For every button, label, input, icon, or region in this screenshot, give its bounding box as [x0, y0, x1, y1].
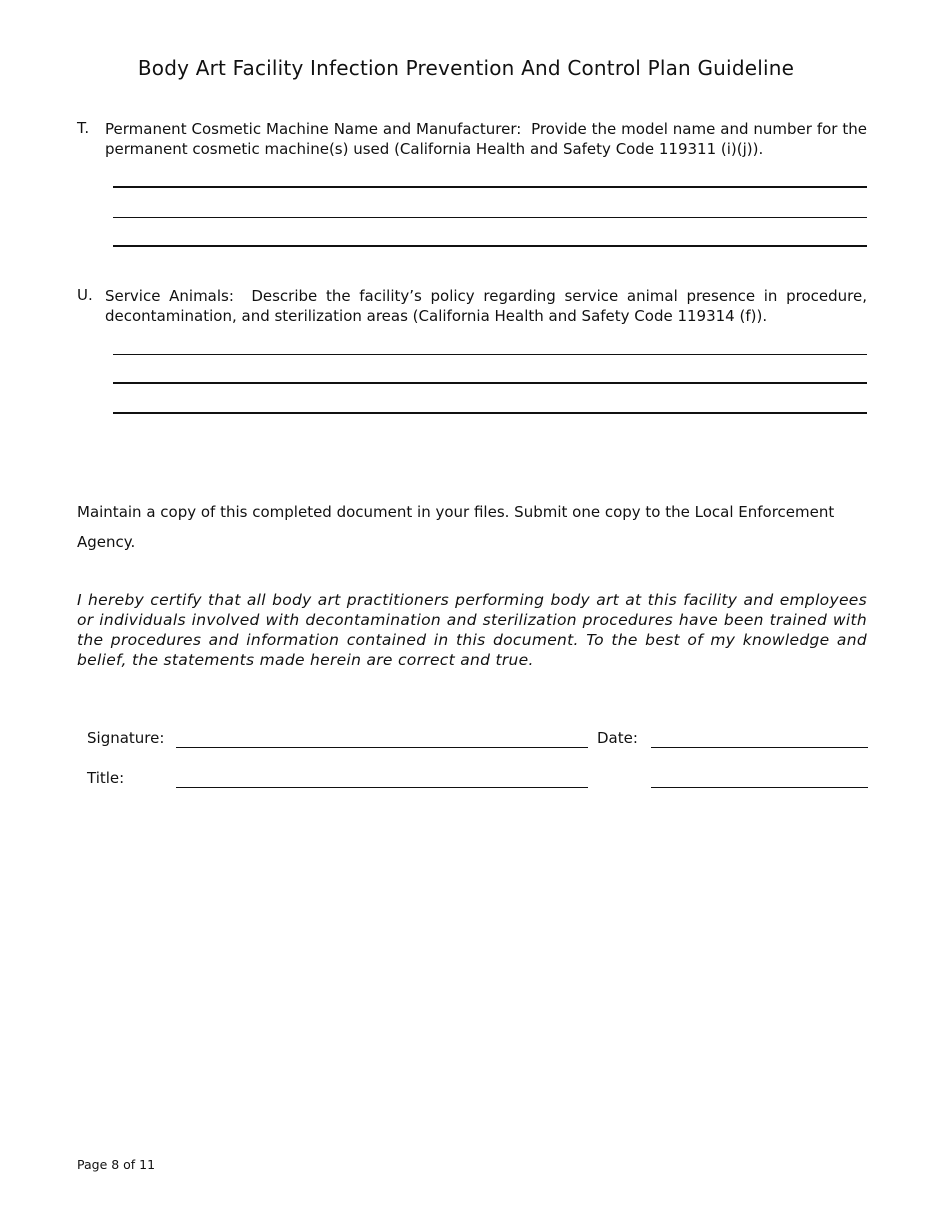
- answer-line-t-3[interactable]: [113, 245, 867, 247]
- answer-line-u-1[interactable]: [113, 354, 867, 355]
- section-text: [105, 286, 867, 326]
- section-description: Describe the facility’s policy regarding service animal presence in procedure, decontamination, and sterilization areas (California Health and Safety Code 119314 (f)).: [105, 287, 868, 325]
- section-text: [105, 119, 867, 159]
- section-t: [77, 119, 867, 159]
- answer-line-t-2[interactable]: [113, 217, 867, 218]
- signature-field[interactable]: [176, 747, 588, 748]
- extra-field[interactable]: [651, 787, 868, 788]
- answer-line-t-1[interactable]: [113, 186, 867, 188]
- answer-line-u-2[interactable]: [113, 382, 867, 384]
- section-u: [77, 286, 867, 326]
- instructions-text: Maintain a copy of this completed document in your files. Submit one copy to the Local Enforcement Agency.: [77, 503, 835, 551]
- signature-label: Signature:: [87, 729, 165, 747]
- date-field[interactable]: [651, 747, 868, 748]
- certification-statement: I hereby certify that all body art practitioners performing body art at this facility and employees or individuals involved with decontamination and sterilization procedures have been trained with the procedures and information contained in this document. To the best of my knowledge and belief, the statements made herein are correct and true.: [77, 591, 867, 669]
- section-heading: Permanent Cosmetic Machine Name and Manufacturer:: [105, 120, 522, 138]
- section-letter: U.: [77, 286, 93, 304]
- section-description: Provide the model name and number for the permanent cosmetic machine(s) used (California Health and Safety Code 119311 (i)(j)).: [105, 120, 867, 158]
- title-field[interactable]: [176, 787, 588, 788]
- date-label: Date:: [597, 729, 638, 747]
- answer-line-u-3[interactable]: [113, 412, 867, 414]
- document-title: Body Art Facility Infection Prevention And Control Plan Guideline: [137, 56, 795, 80]
- page-number: Page 8 of 11: [77, 1157, 156, 1172]
- section-heading: Service Animals:: [105, 287, 234, 305]
- section-letter: T.: [77, 119, 90, 137]
- title-label: Title:: [87, 769, 125, 787]
